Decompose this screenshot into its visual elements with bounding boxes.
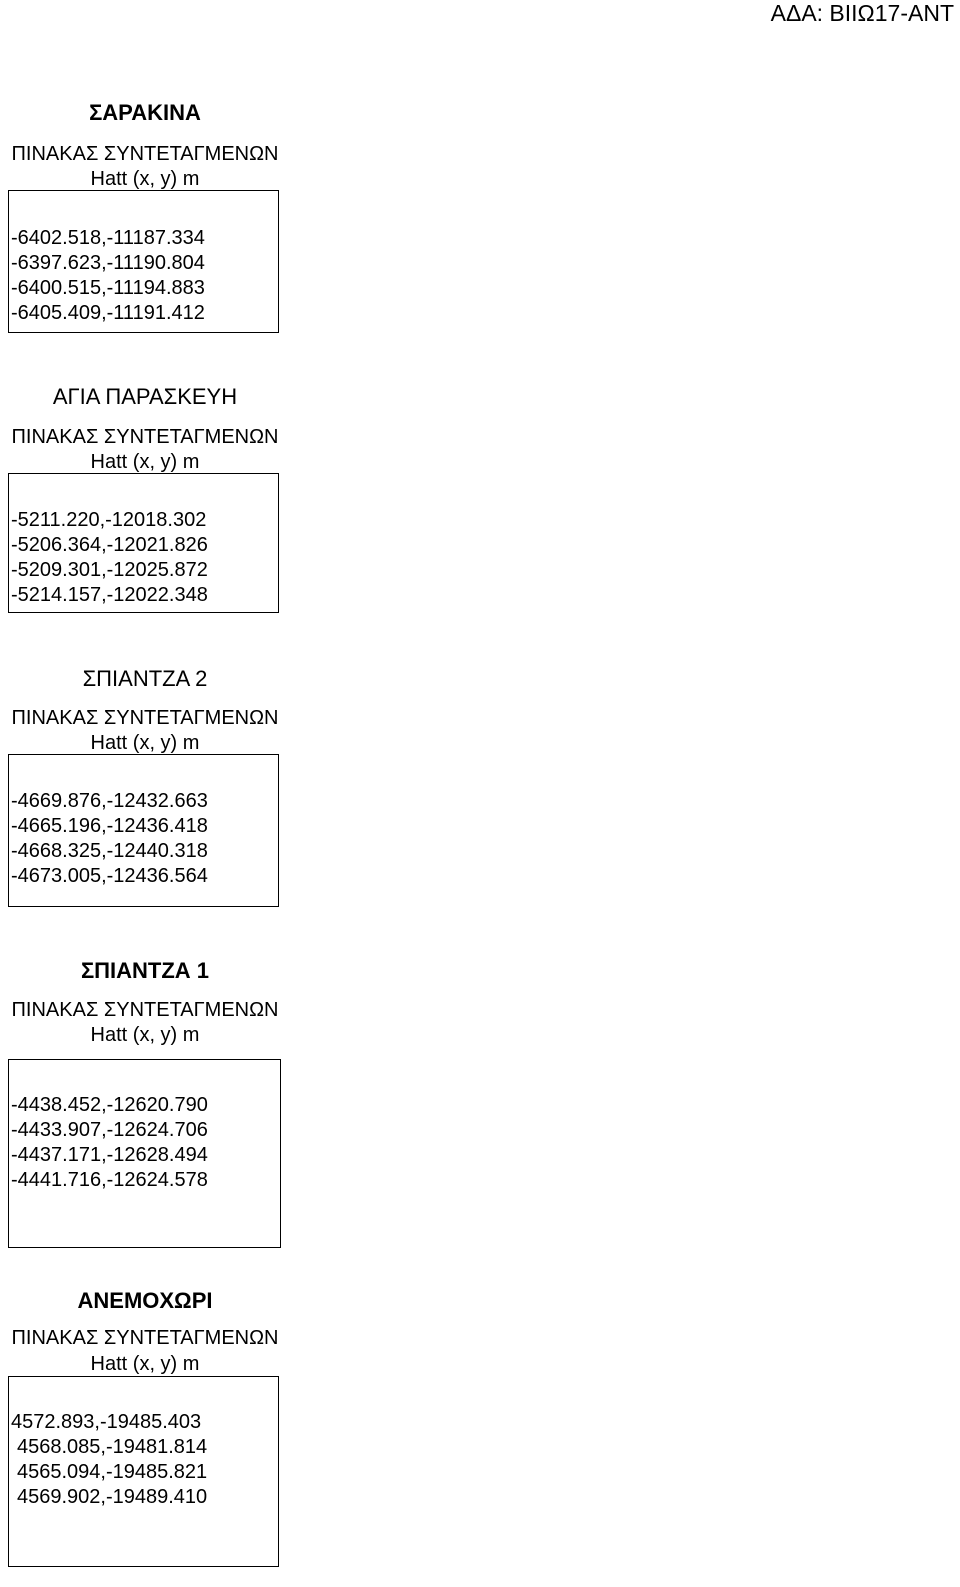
table-title: ΠΙΝΑΚΑΣ ΣΥΝΤΕΤΑΓΜΕΝΩΝ bbox=[11, 707, 279, 729]
units-label: Hatt (x, y) m bbox=[90, 168, 200, 190]
section-title: ΑΝΕΜΟΧΩΡΙ bbox=[77, 1288, 213, 1313]
table-title: ΠΙΝΑΚΑΣ ΣΥΝΤΕΤΑΓΜΕΝΩΝ bbox=[11, 426, 279, 448]
section-title: ΣΑΡΑΚΙΝΑ bbox=[89, 100, 201, 125]
table-title: ΠΙΝΑΚΑΣ ΣΥΝΤΕΤΑΓΜΕΝΩΝ bbox=[11, 143, 279, 165]
coordinate-row: -4665.196,-12436.418 bbox=[11, 815, 208, 837]
coordinate-row: -4441.716,-12624.578 bbox=[11, 1169, 208, 1191]
coordinate-row: -4433.907,-12624.706 bbox=[11, 1119, 208, 1141]
coordinate-row: -4673.005,-12436.564 bbox=[11, 865, 208, 887]
units-label: Hatt (x, y) m bbox=[90, 451, 200, 473]
coordinate-row: -5211.220,-12018.302 bbox=[11, 509, 207, 531]
coordinate-row: -5214.157,-12022.348 bbox=[11, 584, 208, 606]
table-title: ΠΙΝΑΚΑΣ ΣΥΝΤΕΤΑΓΜΕΝΩΝ bbox=[11, 1327, 279, 1349]
section-title: ΣΠΙΑΝΤΖΑ 1 bbox=[80, 958, 210, 983]
units-label: Hatt (x, y) m bbox=[90, 732, 200, 754]
coordinate-row: -4437.171,-12628.494 bbox=[11, 1144, 208, 1166]
coordinate-row: -4668.325,-12440.318 bbox=[11, 840, 208, 862]
coordinate-row: -6405.409,-11191.412 bbox=[11, 302, 205, 324]
section-title: ΑΓΙΑ ΠΑΡΑΣΚΕΥΗ bbox=[52, 384, 238, 409]
coordinate-row: -5206.364,-12021.826 bbox=[11, 534, 208, 556]
coordinate-row: 4572.893,-19485.403 bbox=[11, 1411, 202, 1433]
coordinate-row: 4569.902,-19489.410 bbox=[17, 1486, 208, 1508]
coordinate-row: -6402.518,-11187.334 bbox=[11, 227, 205, 249]
units-label: Hatt (x, y) m bbox=[90, 1024, 200, 1046]
section-title: ΣΠΙΑΝΤΖΑ 2 bbox=[82, 666, 208, 691]
coordinate-row: -6400.515,-11194.883 bbox=[11, 277, 205, 299]
ada-code: ΑΔΑ: ΒΙΙΩ17-ΑΝΤ bbox=[770, 0, 954, 26]
coordinate-row: -6397.623,-11190.804 bbox=[11, 252, 205, 274]
units-label: Hatt (x, y) m bbox=[90, 1353, 200, 1375]
coordinate-row: 4568.085,-19481.814 bbox=[17, 1436, 208, 1458]
coordinate-row: -4669.876,-12432.663 bbox=[11, 790, 208, 812]
table-title: ΠΙΝΑΚΑΣ ΣΥΝΤΕΤΑΓΜΕΝΩΝ bbox=[11, 999, 279, 1021]
coordinate-row: -5209.301,-12025.872 bbox=[11, 559, 208, 581]
coordinate-row: 4565.094,-19485.821 bbox=[17, 1461, 208, 1483]
coordinate-row: -4438.452,-12620.790 bbox=[11, 1094, 208, 1116]
